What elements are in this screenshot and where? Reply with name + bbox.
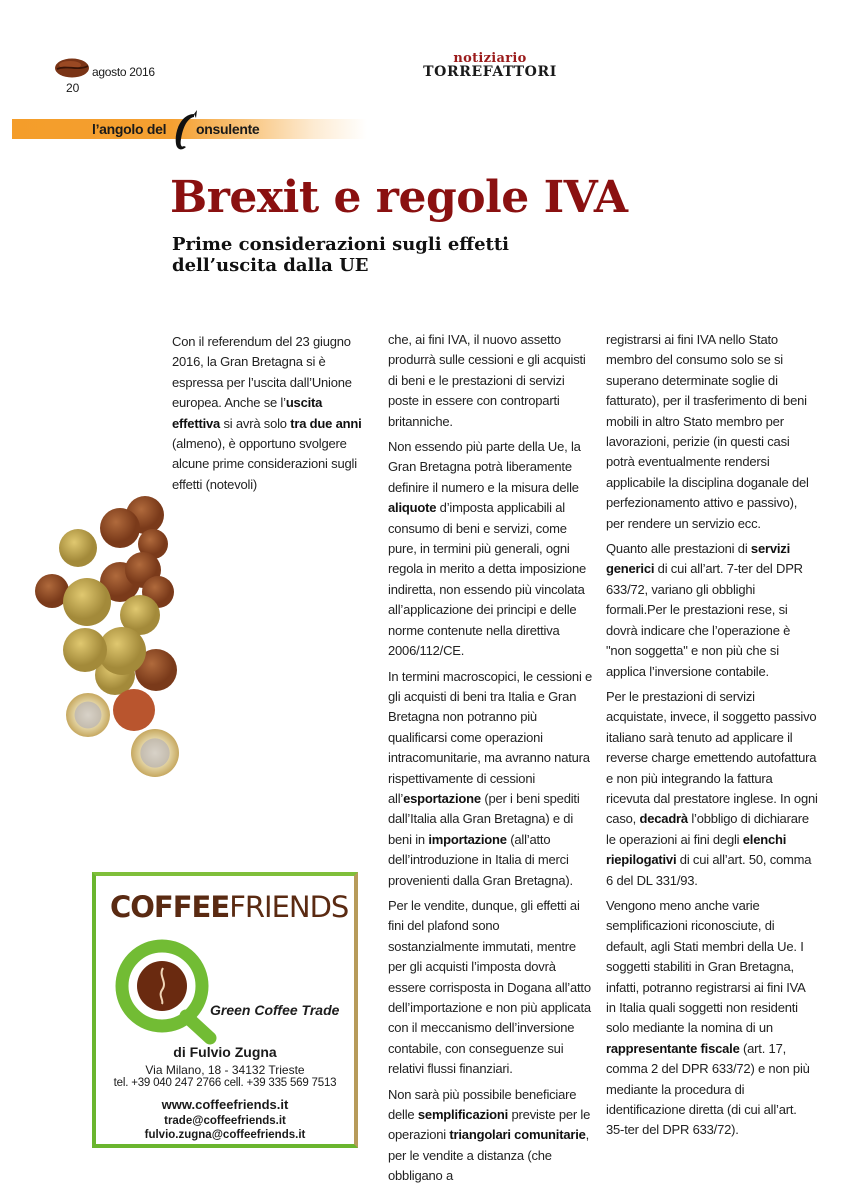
issue-date: agosto 2016 bbox=[92, 65, 155, 79]
coffee-bean-icon bbox=[54, 57, 90, 79]
body-text: Con il referendum del 23 giugno 2016, la Gran Bretagna si è espressa per l’uscita dall’Unione europea. Anche se l’ bbox=[172, 334, 352, 411]
coin bbox=[63, 628, 107, 672]
body-text: di cui all’art. 50, comma 6 del DL 331/93. bbox=[606, 852, 812, 888]
emphasis-text: esportazione bbox=[403, 790, 481, 806]
article-paragraph bbox=[606, 330, 818, 534]
emphasis-text: servizi generici bbox=[606, 541, 790, 577]
coin bbox=[131, 729, 179, 777]
emphasis-text: elenchi riepilogativi bbox=[606, 831, 787, 868]
body-text: (all’atto dell’introduzione in Italia di merci provenienti dalla Gran Bretagna). bbox=[388, 831, 573, 888]
article-paragraph bbox=[388, 1085, 593, 1187]
ad-address: Via Milano, 18 - 34132 Trieste bbox=[145, 1063, 305, 1077]
coin bbox=[63, 578, 111, 626]
article-paragraph bbox=[606, 896, 818, 1141]
body-text: Per le prestazioni di servizi acquistate, invece, il soggetto passivo italiano sarà tenuto ad applicare il reverse charge emettendo autofattura e non più integrando la fattura ricevuta dal prestatore inglese. In ogni caso, bbox=[606, 688, 818, 827]
body-text: l’obbligo di dichiarare le operazioni ai fini degli bbox=[606, 811, 809, 847]
section-label-right: onsulente bbox=[196, 121, 260, 137]
masthead bbox=[420, 52, 560, 79]
masthead-top: notiziario bbox=[453, 51, 527, 66]
section-label-left: l’angolo del bbox=[92, 121, 167, 137]
body-text: d’imposta applicabili al consumo di beni e servizi, come pure, in termini più generali, ogni regola in merito a detta imposizione indiretta, non essendo più vincolata all’applicazione dei principi e delle norme contenute nella direttiva 2006/112/CE. bbox=[388, 500, 587, 659]
coin bbox=[100, 508, 140, 548]
emphasis-text: decadrà bbox=[639, 811, 688, 827]
body-text: previste per le operazioni bbox=[388, 1107, 591, 1143]
body-text: (almeno), è opportuno svolgere alcune prime considerazioni sugli effetti (notevoli) bbox=[172, 436, 357, 492]
body-text: si avrà solo bbox=[220, 415, 291, 431]
ad-email-trade-link[interactable]: trade@coffeefriends.it bbox=[164, 1115, 286, 1127]
body-text: Per le vendite, dunque, gli effetti ai fini del plafond sono sostanzialmente immutati, mentre per gli acquisti l’imposta dovrà essere corrisposta in Dogana all’atto dell’importazione e non più applicata con il meccanismo dell’inversione contabile, con conseguenze sui relativi flussi finanziari. bbox=[388, 897, 591, 1077]
article-title: Brexit e regole IVA bbox=[170, 172, 628, 223]
body-text: Non sarà più possibile beneficiare delle bbox=[388, 1086, 577, 1123]
ad-phones: tel. +39 040 247 2766 cell. +39 335 569 7513 bbox=[113, 1077, 337, 1089]
ad-brand-bold: COFFEE bbox=[110, 890, 230, 924]
emphasis-text: tra due anni bbox=[290, 415, 362, 431]
coin bbox=[113, 689, 155, 731]
article-paragraph bbox=[388, 667, 593, 891]
emphasis-text: triangolari comunitarie bbox=[449, 1127, 586, 1143]
emphasis-text: uscita effettiva bbox=[172, 395, 323, 431]
article-column-3 bbox=[606, 330, 818, 1146]
body-text: In termini macroscopici, le cessioni e gli acquisti di beni tra Italia e Gran Bretagna non potranno più qualificarsi come operazioni intracomunitarie, ma avranno natura rispettivamente di cessioni all’ bbox=[388, 668, 593, 806]
article-paragraph bbox=[606, 539, 818, 682]
page-number: 20 bbox=[66, 81, 80, 95]
article-column-1 bbox=[172, 332, 372, 500]
emphasis-text: aliquote bbox=[388, 500, 437, 516]
ad-brand-regular: FRIENDS bbox=[229, 890, 349, 924]
body-text: registrarsi ai fini IVA nello Stato membro del consumo solo se si superano determinate soglie di fatturato), per il trasferimento di beni mobili in altro Stato membro per lavorazioni, perizie (in questi casi potrà eventualmente rendersi applicabile la disciplina doganale del perfezionamento attivo e passivo), per rendere un servizio ecc. bbox=[606, 332, 809, 531]
article-paragraph bbox=[388, 437, 593, 661]
ad-tagline: Green Coffee Trade bbox=[210, 1002, 340, 1018]
coffeefriends-ad[interactable] bbox=[92, 872, 358, 1148]
ad-website-link[interactable]: www.coffeefriends.it bbox=[161, 1097, 289, 1112]
ad-email-personal-link[interactable]: fulvio.zugna@coffeefriends.it bbox=[144, 1129, 306, 1141]
article-paragraph bbox=[388, 330, 593, 432]
coin bbox=[66, 693, 110, 737]
coffee-cup-logo-icon bbox=[114, 938, 224, 1048]
body-text: (art. 17, comma 2 del DPR 633/72) e non più mediante la procedura di identificazione diretta (di cui all’art. 35-ter del DPR 633/72). bbox=[606, 1040, 810, 1138]
article-paragraph bbox=[606, 687, 818, 891]
ad-owner: di Fulvio Zugna bbox=[173, 1044, 277, 1060]
body-text: che, ai fini IVA, il nuovo assetto produrrà sulle cessioni e gli acquisti di beni e le prestazioni di servizi poste in essere con controparti britanniche. bbox=[388, 332, 586, 429]
body-text: , per le vendite a distanza (che obbligano a bbox=[388, 1127, 590, 1184]
body-text: di cui all’art. 7-ter del DPR 633/72, variano gli obblighi formali.Per le prestazioni rese, si dovrà indicare che l’operazione è "non soggetta" e non più che si applica l’inversione contabile. bbox=[606, 561, 803, 679]
article-paragraph bbox=[172, 332, 372, 495]
emphasis-text: importazione bbox=[428, 831, 507, 847]
article-column-2 bbox=[388, 330, 593, 1192]
ad-brand-logo bbox=[110, 890, 348, 925]
body-text: (per i beni spediti dall’Italia alla Gran Bretagna) e di beni in bbox=[388, 790, 580, 847]
subtitle-line-2: dell’uscita dalla UE bbox=[172, 255, 369, 276]
article-paragraph bbox=[388, 896, 593, 1080]
article-subtitle bbox=[172, 234, 632, 276]
emphasis-text: rappresentante fiscale bbox=[606, 1040, 740, 1056]
body-text: Quanto alle prestazioni di bbox=[606, 541, 751, 557]
section-initial-c bbox=[172, 108, 198, 154]
euro-coins-photo bbox=[30, 490, 200, 780]
body-text: Non essendo più parte della Ue, la Gran Bretagna potrà liberamente definire il numero e la misura delle bbox=[388, 439, 581, 495]
emphasis-text: semplificazioni bbox=[417, 1107, 509, 1123]
coin bbox=[59, 529, 97, 567]
subtitle-line-1: Prime considerazioni sugli effetti bbox=[172, 234, 509, 255]
masthead-bottom: TORREFATTORI bbox=[423, 64, 557, 80]
body-text: Vengono meno anche varie semplificazioni riconosciute, di default, agli Stati membri della Ue. I soggetti stabiliti in Gran Bretagna, infatti, potranno registrarsi ai fini IVA in Italia quali soggetti non residenti solo mediante la nomina di un bbox=[606, 897, 805, 1036]
